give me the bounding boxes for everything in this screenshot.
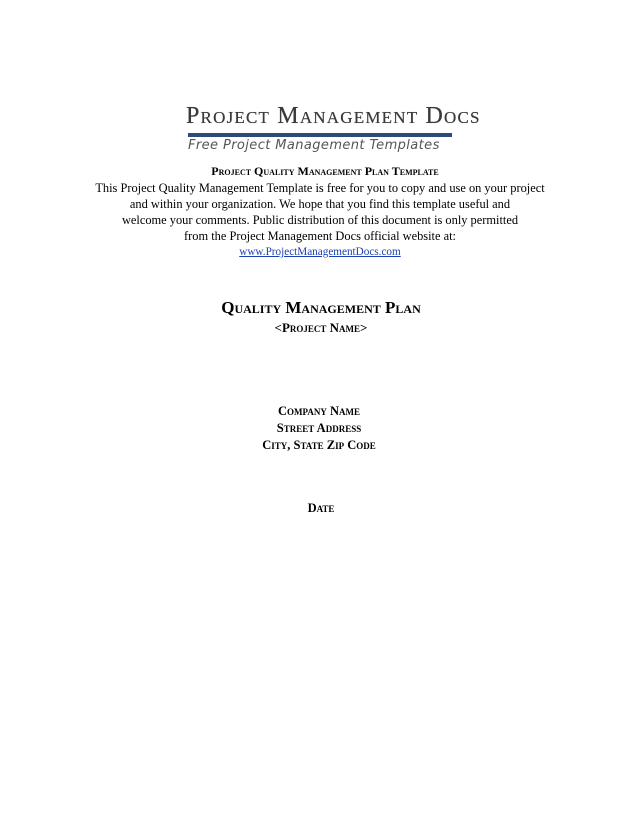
date-label: Date: [307, 501, 335, 515]
website-link[interactable]: www.ProjectManagementDocs.com: [239, 246, 401, 258]
notice-line: and within your organization. We hope that you find this template useful and: [129, 197, 511, 211]
company-block: [0, 403, 638, 454]
logo-title: Project Management Docs: [186, 103, 481, 129]
logo-subtitle: Free Project Management Templates: [188, 138, 440, 153]
notice-line: from the Project Management Docs official website at:: [184, 229, 456, 243]
template-notice: [70, 180, 570, 260]
company-logo: [186, 103, 481, 162]
city-state-zip: City, State Zip Code: [262, 438, 376, 452]
notice-line: welcome your comments. Public distribution of this document is only permitted: [121, 213, 519, 227]
logo-rule: [188, 133, 452, 137]
template-heading: Project Quality Management Plan Template: [211, 164, 439, 178]
document-title: Quality Management Plan: [221, 298, 421, 317]
street-address: Street Address: [276, 421, 362, 435]
notice-line: This Project Quality Management Template is free for you to copy and use on your project: [95, 181, 545, 195]
project-name: <Project Name>: [274, 320, 368, 335]
company-name: Company Name: [278, 404, 360, 418]
